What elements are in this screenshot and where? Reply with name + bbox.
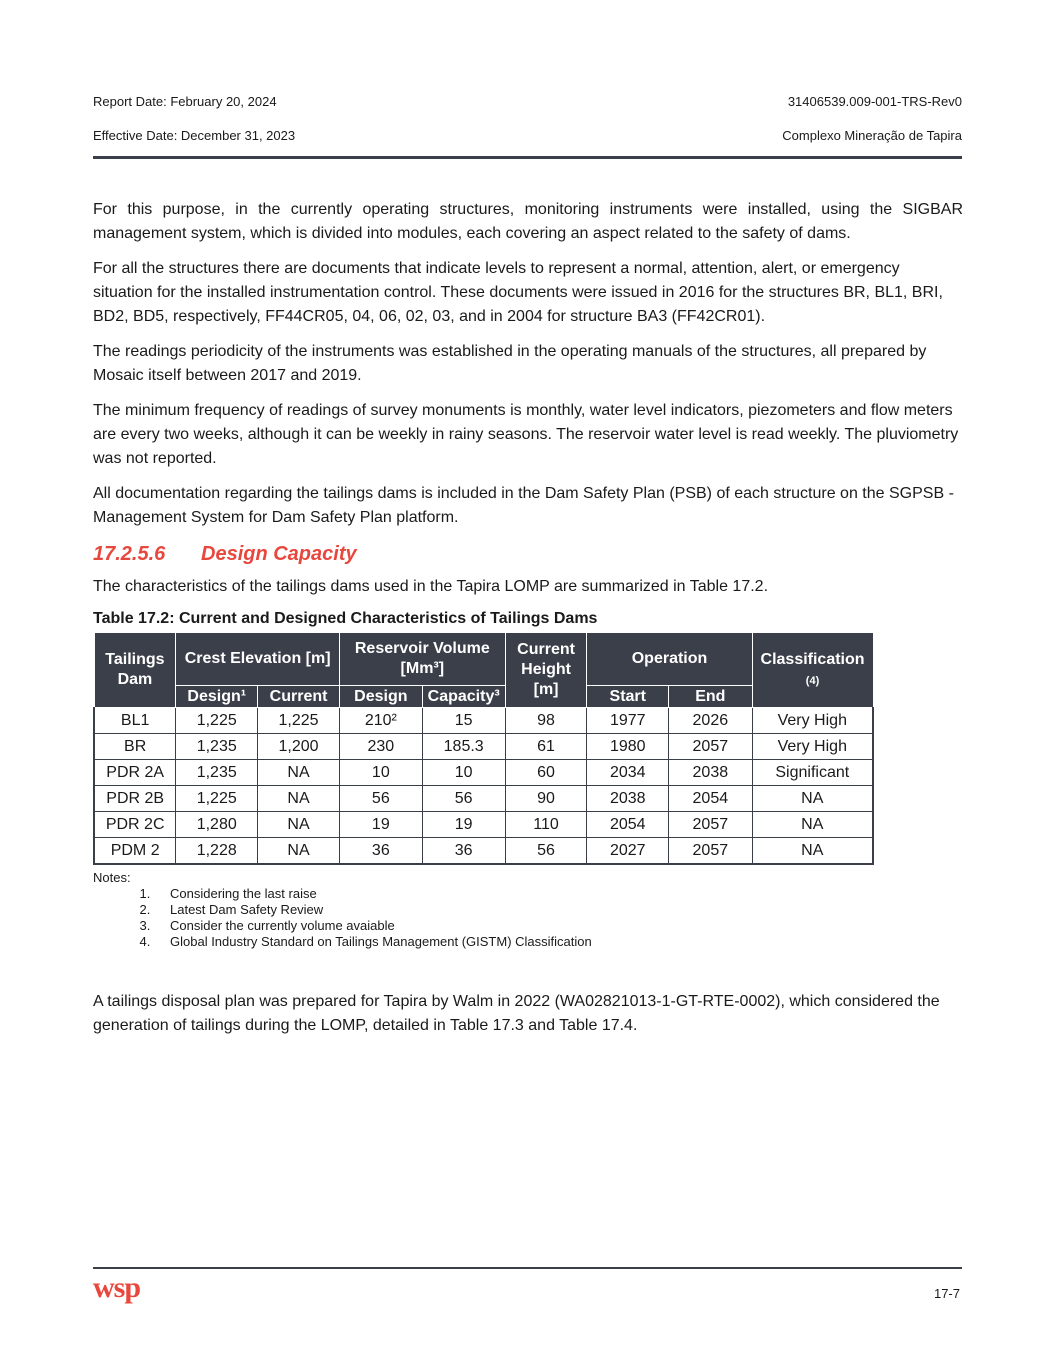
page-body	[93, 198, 963, 1049]
table-row	[94, 838, 873, 865]
paragraph: For this purpose, in the currently operating structures, monitoring instruments were installed, using the SIGBAR management system, which is divided into modules, each covering an aspect related to the safety of dams.	[93, 201, 963, 242]
note-item: 2. Latest Dam Safety Review	[154, 902, 963, 918]
table-cell: Very High	[752, 708, 873, 734]
table-row	[94, 760, 873, 786]
table-cell: 10	[339, 760, 422, 786]
dams-table	[93, 632, 874, 865]
section-title: Design Capacity	[201, 543, 357, 565]
table-cell: 19	[422, 812, 505, 838]
table-cell: 2034	[587, 760, 669, 786]
footer-divider	[93, 1267, 962, 1269]
header-classification	[752, 633, 873, 708]
table-cell: PDR 2B	[94, 786, 176, 812]
table-cell: 2054	[587, 812, 669, 838]
table-cell: BR	[94, 734, 176, 760]
table-cell: NA	[258, 838, 340, 865]
header-start: Start	[587, 686, 669, 708]
paragraph: The minimum frequency of readings of survey monuments is monthly, water level indicators, piezometers and flow meters are every two weeks, although it can be weekly in rainy seasons. The reservoir water level is read weekly. The pluviometry was not reported.	[93, 402, 959, 467]
table-cell: 2054	[669, 786, 753, 812]
report-date: Report Date: February 20, 2024	[93, 94, 277, 109]
table-cell: Very High	[752, 734, 873, 760]
table-caption: Table 17.2: Current and Designed Characteristics of Tailings Dams	[93, 610, 598, 627]
table-notes	[93, 870, 963, 950]
report-id: 31406539.009-001-TRS-Rev0	[787, 94, 962, 109]
classification-label: Classification	[760, 650, 865, 668]
table-cell: 1980	[587, 734, 669, 760]
note-item: 4. Global Industry Standard on Tailings Management (GISTM) Classification	[154, 934, 963, 950]
table-cell: 1,200	[258, 734, 340, 760]
table-cell: NA	[258, 760, 340, 786]
table-cell: 60	[505, 760, 587, 786]
table-cell: 61	[505, 734, 587, 760]
note-item: 1. Considering the last raise	[154, 886, 963, 902]
header-capacity: Capacity³	[422, 686, 505, 708]
table-cell: 36	[339, 838, 422, 865]
table-cell: 1,235	[176, 760, 258, 786]
section-number: 17.2.5.6	[93, 543, 166, 565]
table-cell: 1,280	[176, 812, 258, 838]
table-cell: 2057	[669, 734, 753, 760]
project-name: Complexo Mineração de Tapira	[782, 128, 962, 143]
table-cell: 10	[422, 760, 505, 786]
header-divider	[93, 156, 962, 159]
table-cell: 185.3	[422, 734, 505, 760]
header-end: End	[669, 686, 753, 708]
note-item: 3. Consider the currently volume avaiable	[154, 918, 963, 934]
header-current: Current	[258, 686, 340, 708]
section-heading	[93, 541, 963, 567]
header-design: Design¹	[176, 686, 258, 708]
notes-label: Notes:	[93, 870, 131, 885]
paragraph: All documentation regarding the tailings dams is included in the Dam Safety Plan (PSB) of each structure on the SGPSB - Management System for Dam Safety Plan platform.	[93, 485, 954, 526]
wsp-logo-text: wsp	[93, 1275, 141, 1304]
header-tailings-dam: Tailings Dam	[94, 633, 176, 708]
table-cell: PDM 2	[94, 838, 176, 865]
table-cell: 1,225	[176, 786, 258, 812]
table-row	[94, 708, 873, 734]
header-operation: Operation	[587, 633, 752, 686]
header-res-design: Design	[339, 686, 422, 708]
table-cell: NA	[258, 786, 340, 812]
table-row	[94, 812, 873, 838]
table-cell: Significant	[752, 760, 873, 786]
table-cell: 210²	[339, 708, 422, 734]
table-cell: 1977	[587, 708, 669, 734]
table-cell: 98	[505, 708, 587, 734]
table-cell: 1,225	[258, 708, 340, 734]
wsp-logo	[93, 1275, 157, 1309]
table-intro: The characteristics of the tailings dams used in the Tapira LOMP are summarized in Table 17.2.	[93, 578, 769, 595]
table-cell: NA	[258, 812, 340, 838]
table-cell: BL1	[94, 708, 176, 734]
header-crest-elevation: Crest Elevation [m]	[176, 633, 340, 686]
classification-note: (4)	[805, 674, 820, 687]
table-cell: 56	[422, 786, 505, 812]
table-cell: 2057	[669, 812, 753, 838]
table-cell: NA	[752, 786, 873, 812]
table-cell: 2038	[669, 760, 753, 786]
table-cell: 15	[422, 708, 505, 734]
table-cell: PDR 2C	[94, 812, 176, 838]
table-cell: 1,235	[176, 734, 258, 760]
table-row	[94, 786, 873, 812]
table-cell: 56	[505, 838, 587, 865]
table-cell: 110	[505, 812, 587, 838]
table-cell: 2027	[587, 838, 669, 865]
table-row	[94, 734, 873, 760]
effective-date: Effective Date: December 31, 2023	[93, 128, 296, 143]
table-cell: 230	[339, 734, 422, 760]
table-cell: 56	[339, 786, 422, 812]
table-cell: NA	[752, 812, 873, 838]
table-cell: 1,228	[176, 838, 258, 865]
closing-paragraph: A tailings disposal plan was prepared for Tapira by Walm in 2022 (WA02821013-1-GT-RTE-0002), which considered the generation of tailings during the LOMP, detailed in Table 17.3 and Table 17.4.	[93, 993, 940, 1034]
header-reservoir-volume: Reservoir Volume [Mm³]	[339, 633, 505, 686]
table-cell: NA	[752, 838, 873, 865]
table-cell: PDR 2A	[94, 760, 176, 786]
paragraph: The readings periodicity of the instruments was established in the operating manuals of the structures, all prepared by Mosaic itself between 2017 and 2019.	[93, 343, 927, 384]
table-cell: 2038	[587, 786, 669, 812]
paragraph: For all the structures there are documents that indicate levels to represent a normal, attention, alert, or emergency situation for the installed instrumentation control. These documents were issued in 2016 for the structures BR, BL1, BRI, BD2, BD5, respectively, FF44CR05, 04, 06, 02, 03, and in 2004 for structure BA3 (FF42CR01).	[93, 260, 943, 325]
table-cell: 90	[505, 786, 587, 812]
table-cell: 36	[422, 838, 505, 865]
table-cell: 2057	[669, 838, 753, 865]
table-cell: 1,225	[176, 708, 258, 734]
page-number: 17-7	[933, 1286, 960, 1301]
notes-list	[93, 886, 963, 950]
table-cell: 2026	[669, 708, 753, 734]
header-current-height: Current Height [m]	[505, 633, 587, 708]
table-cell: 19	[339, 812, 422, 838]
